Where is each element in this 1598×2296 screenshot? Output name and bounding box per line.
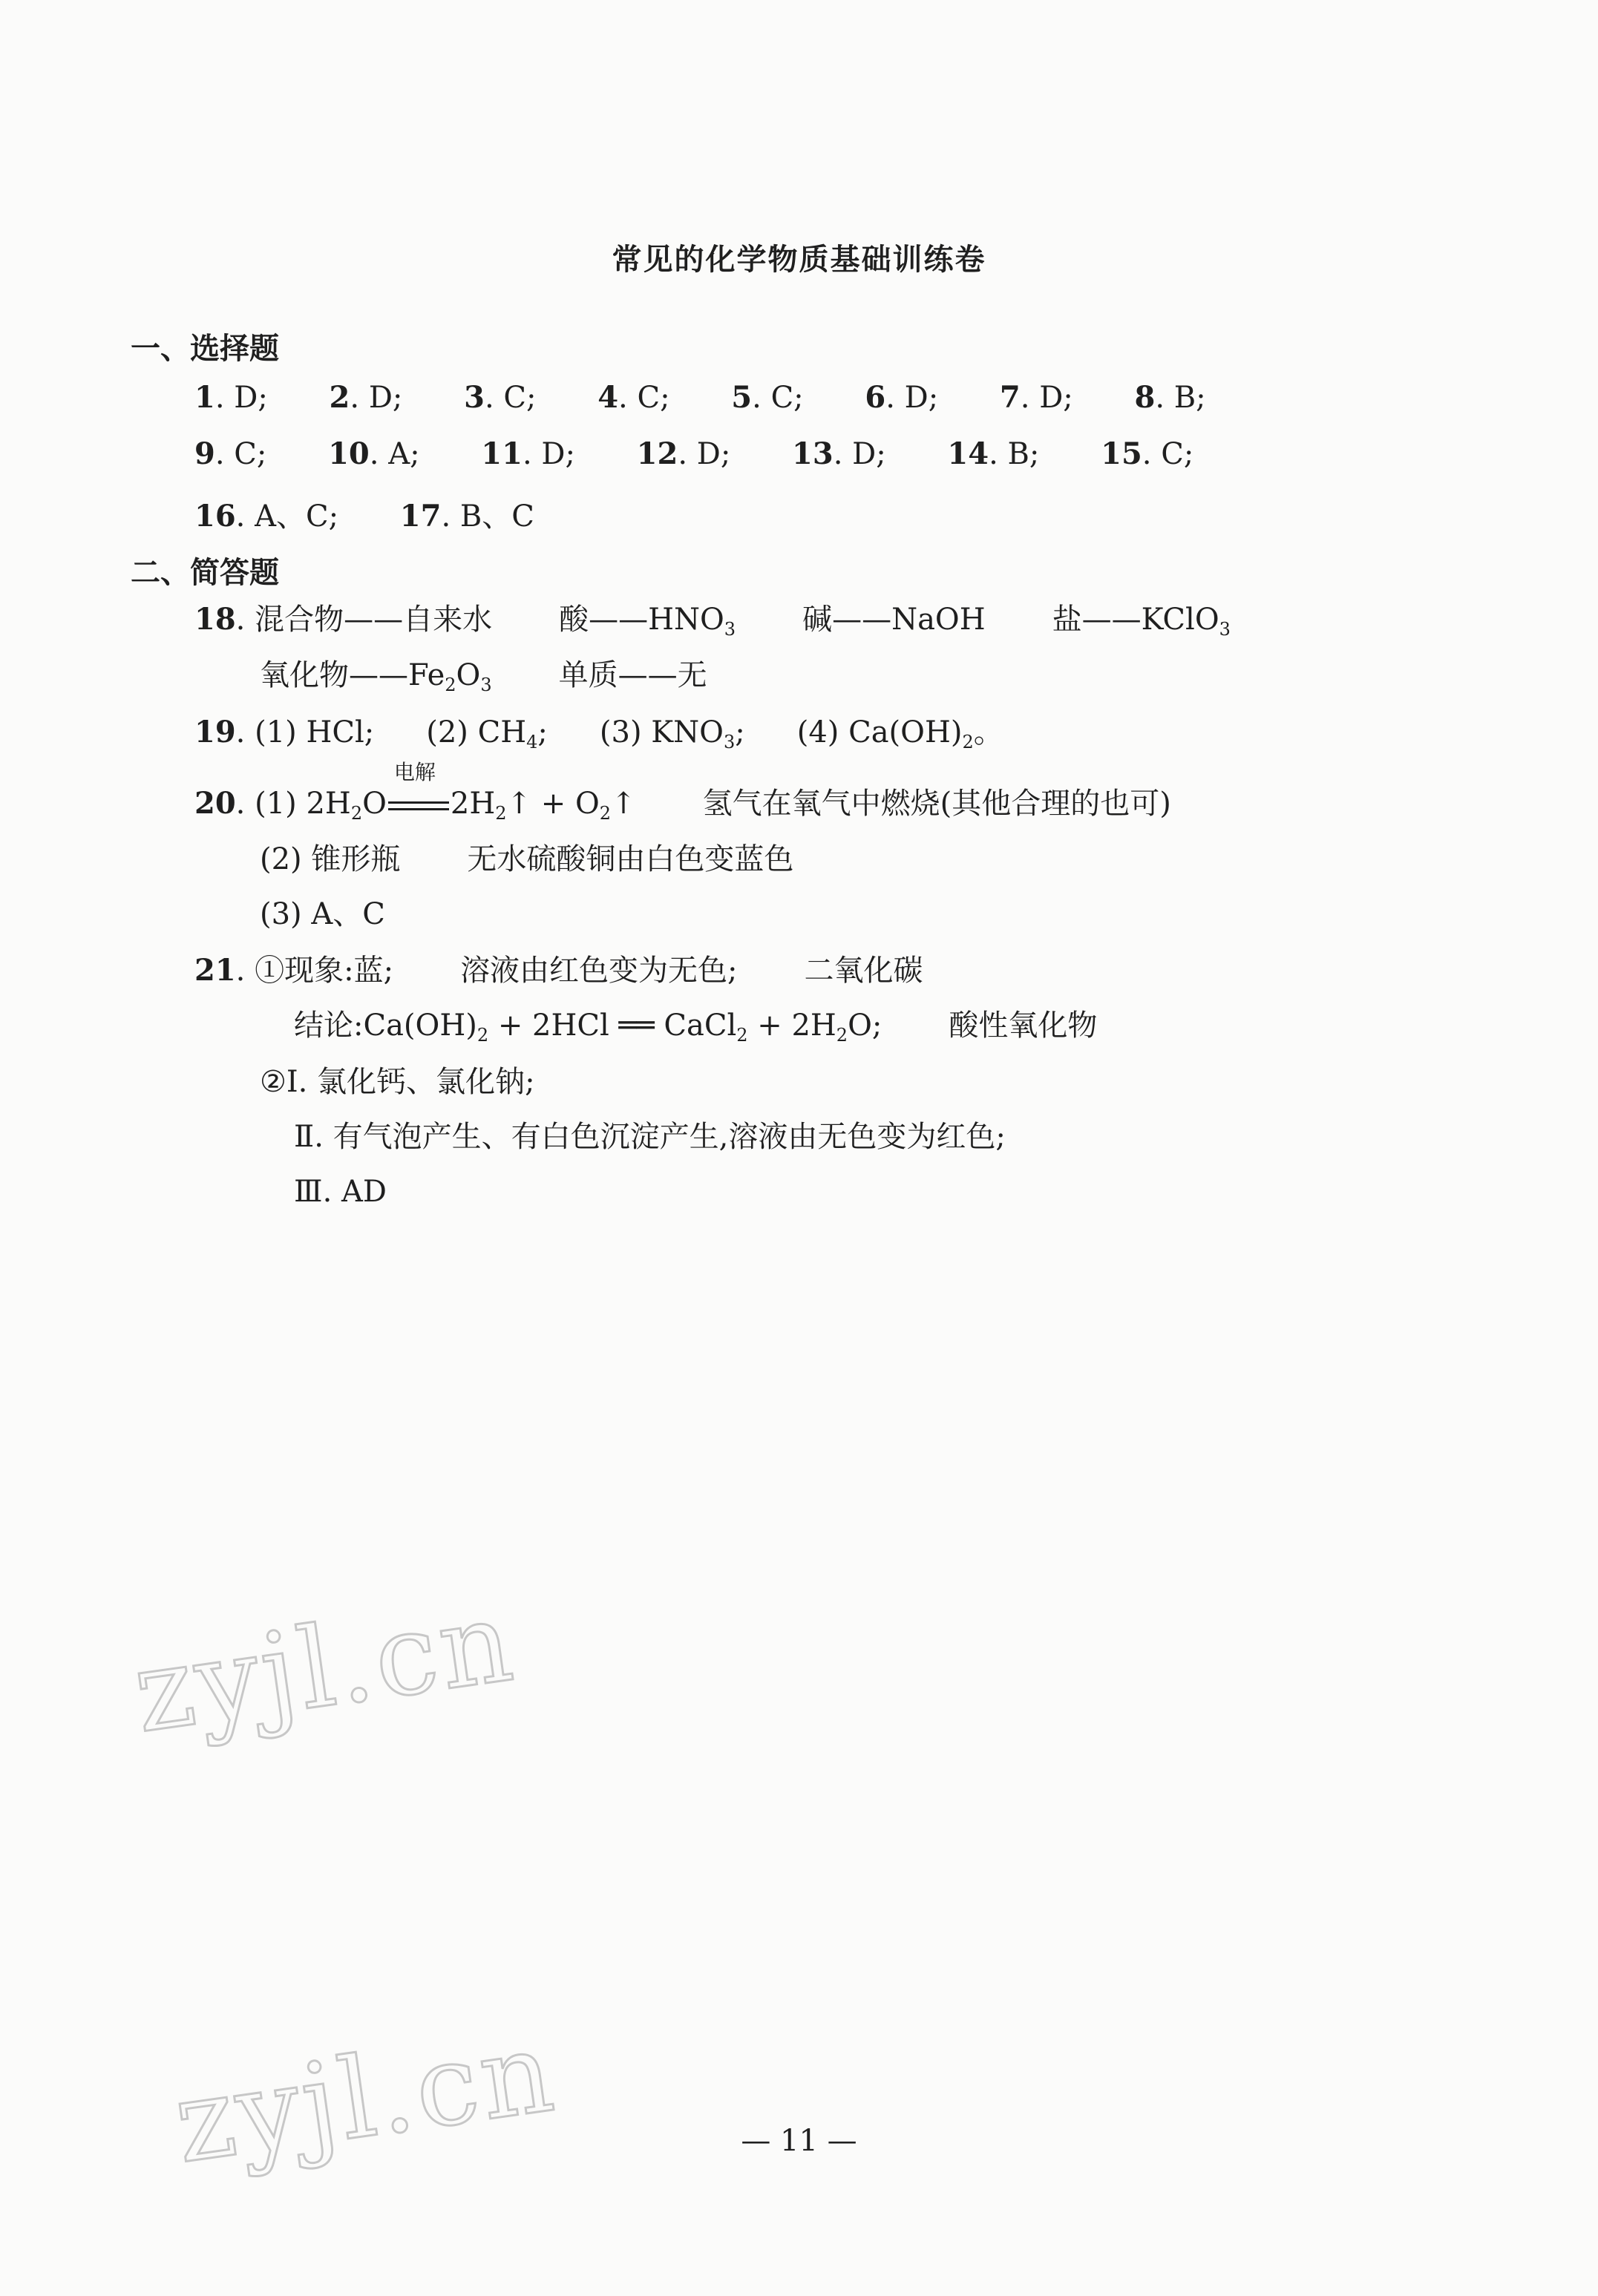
mc-item: 13. D; (792, 436, 886, 471)
mc-row-1 (194, 380, 1206, 415)
q18-line-2: 氧化物$——Fe_2O_3$ 单质——无 (260, 658, 707, 695)
q20-line-2: (2) 锥形瓶 无水硫酸铜由白色变蓝色 (260, 842, 794, 876)
q21-line-1: 21. ①现象:蓝; 溶液由红色变为无色; 二氧化碳 (194, 953, 923, 988)
mc-item: 12. D; (636, 436, 731, 471)
mc-item: 11. D; (481, 436, 575, 471)
q19-line: 19. (1) HCl; (2) $CH_4$; (3) $KNO_3$; (4) $Ca(OH)_2$。 (194, 715, 1003, 752)
mc-item: 16. A、C; (194, 499, 339, 534)
mc-row-2 (194, 436, 1193, 471)
q21-line-4: Ⅱ. 有气泡产生、有白色沉淀产生,溶液由无色变为红色; (294, 1120, 1006, 1154)
page-number: — 11 — (741, 2124, 857, 2158)
q20-line-1: 20. (1) $2H_2O$ 电解 $2H_2↑$ + $O_2↑$ 氢气在氧气中燃烧(其他合理的也可) (194, 760, 1171, 824)
mc-item: 9. C; (194, 436, 267, 471)
page-title: 常见的化学物质基础训练卷 (612, 242, 986, 277)
mc-item: 17. B、C (399, 499, 534, 534)
mc-item: 14. B; (947, 436, 1040, 471)
q18-line-1: 18. 混合物——自来水 酸$——HNO_3$ 碱——NaOH 盐——KClO$_3$ (194, 602, 1231, 640)
mc-item: 2. D; (329, 380, 403, 415)
section-heading-choice: 一、选择题 (131, 331, 279, 366)
mc-item: 4. C; (597, 380, 670, 415)
q21-line-3: ②Ⅰ. 氯化钙、氯化钠; (260, 1065, 535, 1099)
watermark-logo: zyjl.cn (126, 1577, 523, 1758)
mc-item: 7. D; (999, 380, 1073, 415)
mc-item: 3. C; (464, 380, 537, 415)
watermark-logo: zyjl.cn (167, 2007, 564, 2188)
q20-line-3: (3) A、C (260, 897, 385, 931)
q21-line-5: Ⅲ. AD (294, 1175, 387, 1209)
mc-item: 15. C; (1101, 436, 1194, 471)
electrolysis-condition: 电解 (387, 789, 451, 819)
q21-line-2: 结论$:Ca(OH)_2 + 2HCl$ ══ CaCl$_2$ + $2H_2O$; 酸性氧化物 (294, 1008, 1098, 1046)
section-heading-short-answer: 二、简答题 (131, 555, 279, 590)
mc-row-3 (194, 493, 534, 535)
mc-item: 1. D; (194, 380, 268, 415)
mc-item: 6. D; (865, 380, 939, 415)
mc-item: 5. C; (731, 380, 804, 415)
mc-item: 8. B; (1134, 380, 1206, 415)
mc-item: 10. A; (328, 436, 420, 471)
